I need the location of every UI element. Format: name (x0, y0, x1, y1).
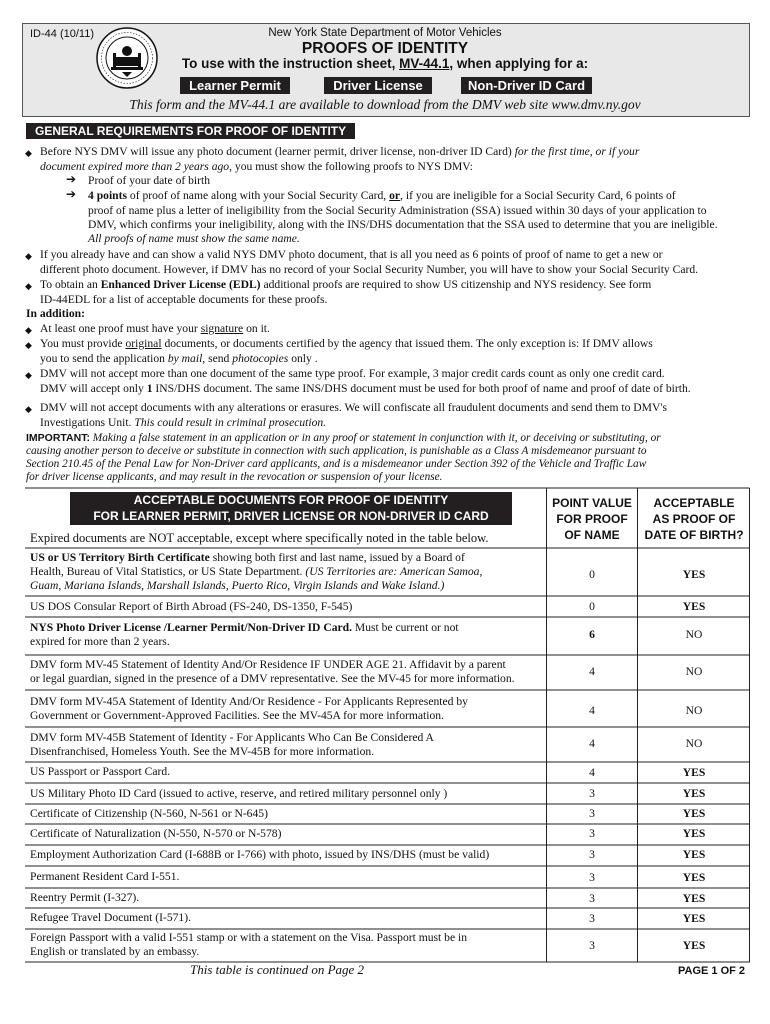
bullet-diamond-icon: ◆ (25, 148, 32, 158)
bullet-diamond-icon: ◆ (25, 325, 32, 335)
general-bullet-3-line-2: ID-44EDL for a list of acceptable documents for these proofs. (40, 293, 328, 306)
general-bullet-2-line-2: different photo document. However, if DMV has no record of your Social Security Number, you will have to show your Social Security Card. (40, 263, 699, 276)
row-dob: NO (685, 665, 703, 678)
row-points: 4 (589, 704, 595, 717)
row-points: 3 (589, 827, 595, 840)
table-row-us-passport: US Passport or Passport Card. (30, 765, 171, 778)
column-header-points: POINT VALUE FOR PROOF OF NAME (552, 496, 632, 542)
addition-bullet-1: At least one proof must have your signature on it. (40, 322, 270, 335)
table-row-military-id: US Military Photo ID Card (issued to active, reserve, and retired military personnel only ) (30, 787, 448, 800)
badge-non-driver-id: Non-Driver ID Card (461, 77, 592, 94)
row-dob: NO (685, 704, 703, 717)
row-dob: YES (682, 871, 706, 884)
subtitle-prefix: To use with the instruction sheet, (181, 56, 396, 71)
sub-item-proof-of-name-line-4: All proofs of name must show the same name. (88, 232, 300, 245)
table-row-reentry-permit: Reentry Permit (I-327). (30, 891, 140, 904)
download-note: This form and the MV-44.1 are available to download from the DMV web site www.dmv.ny.gov (129, 97, 641, 112)
bullet-diamond-icon: ◆ (25, 370, 32, 380)
row-points: 3 (589, 871, 595, 884)
general-bullet-1-line-2: document expired more than 2 years ago, you must show the following proofs to NYS DMV: (40, 160, 474, 173)
row-points: 3 (589, 807, 595, 820)
row-points: 3 (589, 912, 595, 925)
table-row-consular-report: US DOS Consular Report of Birth Abroad (FS-240, DS-1350, F-545) (30, 600, 353, 613)
row-dob: YES (682, 892, 706, 905)
acceptable-heading-line-2: FOR LEARNER PERMIT, DRIVER LICENSE OR NON-DRIVER ID CARD (93, 509, 489, 523)
row-dob: YES (682, 568, 706, 581)
bullet-diamond-icon: ◆ (25, 251, 32, 261)
table-row-employment-card: Employment Authorization Card (I-688B or I-766) with photo, issued by INS/DHS (must be valid) (30, 848, 490, 861)
row-dob: NO (685, 737, 703, 750)
row-points: 3 (589, 892, 595, 905)
row-dob: YES (682, 807, 706, 820)
general-requirements-heading: GENERAL REQUIREMENTS FOR PROOF OF IDENTITY (26, 123, 355, 139)
important-line-1: IMPORTANT: Making a false statement in an application or in any proof or statement in conjunction with it, or deceiving or substituting, or (26, 432, 661, 444)
row-points: 3 (589, 848, 595, 861)
table-row-nys-photo-license: NYS Photo Driver License /Learner Permit/Non-Driver ID Card. Must be current or not expired for more than 2 years. (30, 621, 459, 648)
table-row-permanent-resident: Permanent Resident Card I-551. (30, 870, 180, 883)
form-title: PROOFS OF IDENTITY (301, 40, 469, 57)
general-bullet-2-line-1: If you already have and can show a valid NYS DMV photo document, that is all you need as 6 points of proof of name to get a new or (40, 248, 663, 261)
row-dob: YES (682, 766, 706, 779)
row-points: 0 (589, 600, 595, 613)
table-row-mv45a: DMV form MV-45A Statement of Identity And/Or Residence - For Applicants Represented by Government or Government-Approved Facilities. See the MV-45A for more information. (30, 695, 468, 722)
acceptable-heading-line-1: ACCEPTABLE DOCUMENTS FOR PROOF OF IDENTITY (133, 493, 449, 507)
sub-item-proof-of-name-line-1: 4 points of proof of name along with your Social Security Card, or, if you are ineligible for a Social Security Card, 6 points of (88, 189, 676, 202)
important-line-2: causing another person to deceive or substitute in connection with such application, is punishable as a Class A misdemeanor pursuant to (26, 445, 647, 457)
table-row-refugee-travel: Refugee Travel Document (I-571). (30, 911, 191, 924)
important-line-3: Section 210.45 of the Penal Law for Non-Driver card applicants, and is a misdemeanor under Section 392 of the Vehicle and Traffic Law (26, 458, 647, 470)
row-dob: YES (682, 939, 706, 952)
instruction-sheet-link[interactable]: MV-44.1 (399, 56, 450, 71)
addition-bullet-4-line-1: DMV will not accept documents with any alterations or erasures. We will confiscate all fraudulent documents and send them to DMV's (40, 401, 667, 414)
row-points: 0 (589, 568, 595, 581)
row-dob: YES (682, 848, 706, 861)
row-points: 6 (589, 628, 595, 641)
badge-driver-license: Driver License (324, 77, 432, 94)
table-row-foreign-passport: Foreign Passport with a valid I-551 stamp or with a statement on the Visa. Passport must be in English or translated by an embassy. (30, 931, 468, 958)
general-bullet-1-line-1: Before NYS DMV will issue any photo document (learner permit, driver license, non-driver ID Card) for the first time, or if your (40, 145, 640, 158)
form-id: ID-44 (10/11) (30, 28, 94, 40)
row-dob: YES (682, 912, 706, 925)
addition-bullet-3-line-2: DMV will accept only 1 INS/DHS document. The same INS/DHS document must be used for both proof of name and proof of date of birth. (40, 382, 691, 395)
row-dob: YES (682, 600, 706, 613)
department-name: New York State Department of Motor Vehicles (268, 27, 502, 39)
table-row-mv45b: DMV form MV-45B Statement of Identity - For Applicants Who Can Be Considered A Disenfranchised, Homeless Youth. See the MV-45B for more information. (30, 731, 434, 758)
addition-bullet-2-line-2: you to send the application by mail, send photocopies only . (40, 352, 318, 365)
table-row-birth-certificate: US or US Territory Birth Certificate showing both first and last name, issued by a Board of Health, Bureau of Vital Statistics, or US State Department. (US Territories are: American Samoa, Guam, Mariana Islands, Marshall Islands, Puerto Rico, Virgin Islands and Wake Island.) (30, 551, 483, 592)
page-number: PAGE 1 OF 2 (678, 965, 746, 977)
arrow-right-icon: ➔ (66, 172, 77, 186)
row-dob: YES (682, 827, 706, 840)
row-dob: NO (685, 628, 703, 641)
addition-bullet-4-line-2: Investigations Unit. This could result in criminal prosecution. (40, 416, 327, 429)
subtitle-suffix: , when applying for a: (449, 56, 589, 71)
table-continued-note: This table is continued on Page 2 (190, 962, 365, 977)
row-points: 3 (589, 787, 595, 800)
acceptable-documents-heading (70, 492, 512, 525)
table-row-naturalization: Certificate of Naturalization (N-550, N-570 or N-578) (30, 827, 282, 840)
arrow-right-icon: ➔ (66, 187, 77, 201)
row-points: 4 (589, 737, 595, 750)
row-points: 3 (589, 939, 595, 952)
important-line-4: for driver license applicants, and may result in the revocation or suspension of your license. (26, 471, 443, 483)
sub-item-date-of-birth: Proof of your date of birth (88, 174, 211, 187)
bullet-diamond-icon: ◆ (25, 404, 32, 414)
row-points: 4 (589, 665, 595, 678)
row-points: 4 (589, 766, 595, 779)
badge-learner-permit: Learner Permit (180, 77, 290, 94)
sub-item-proof-of-name-line-3: DMV, which confirms your ineligibility, along with the INS/DHS documentation that the SSA used to determine that you are ineligible. (88, 218, 718, 231)
bullet-diamond-icon: ◆ (25, 281, 32, 291)
general-bullet-3-line-1: To obtain an Enhanced Driver License (EDL) additional proofs are required to show US citizenship and NYS residency. See form (40, 278, 652, 291)
addition-bullet-2-line-1: You must provide original documents, or documents certified by the agency that issued them. The only exception is: If DMV allows (40, 337, 653, 350)
addition-bullet-3-line-1: DMV will not accept more than one document of the same type proof. For example, 3 major credit cards count as only one credit card. (40, 367, 665, 380)
column-header-dob: ACCEPTABLE AS PROOF OF DATE OF BIRTH? (644, 496, 744, 542)
expired-note: Expired documents are NOT acceptable, except where specifically noted in the table below. (30, 531, 489, 545)
row-dob: YES (682, 787, 706, 800)
table-row-mv45: DMV form MV-45 Statement of Identity And/Or Residence IF UNDER AGE 21. Affidavit by a parent or legal guardian, signed in the presence of a DMV representative. See the MV-45 for more information. (30, 658, 515, 685)
table-row-citizenship: Certificate of Citizenship (N-560, N-561 or N-645) (30, 807, 268, 820)
bullet-diamond-icon: ◆ (25, 340, 32, 350)
in-addition-label: In addition: (26, 307, 85, 320)
sub-item-proof-of-name-line-2: proof of name plus a letter of ineligibility from the Social Security Administration (SSA) issued within 30 days of your application to (88, 204, 707, 217)
